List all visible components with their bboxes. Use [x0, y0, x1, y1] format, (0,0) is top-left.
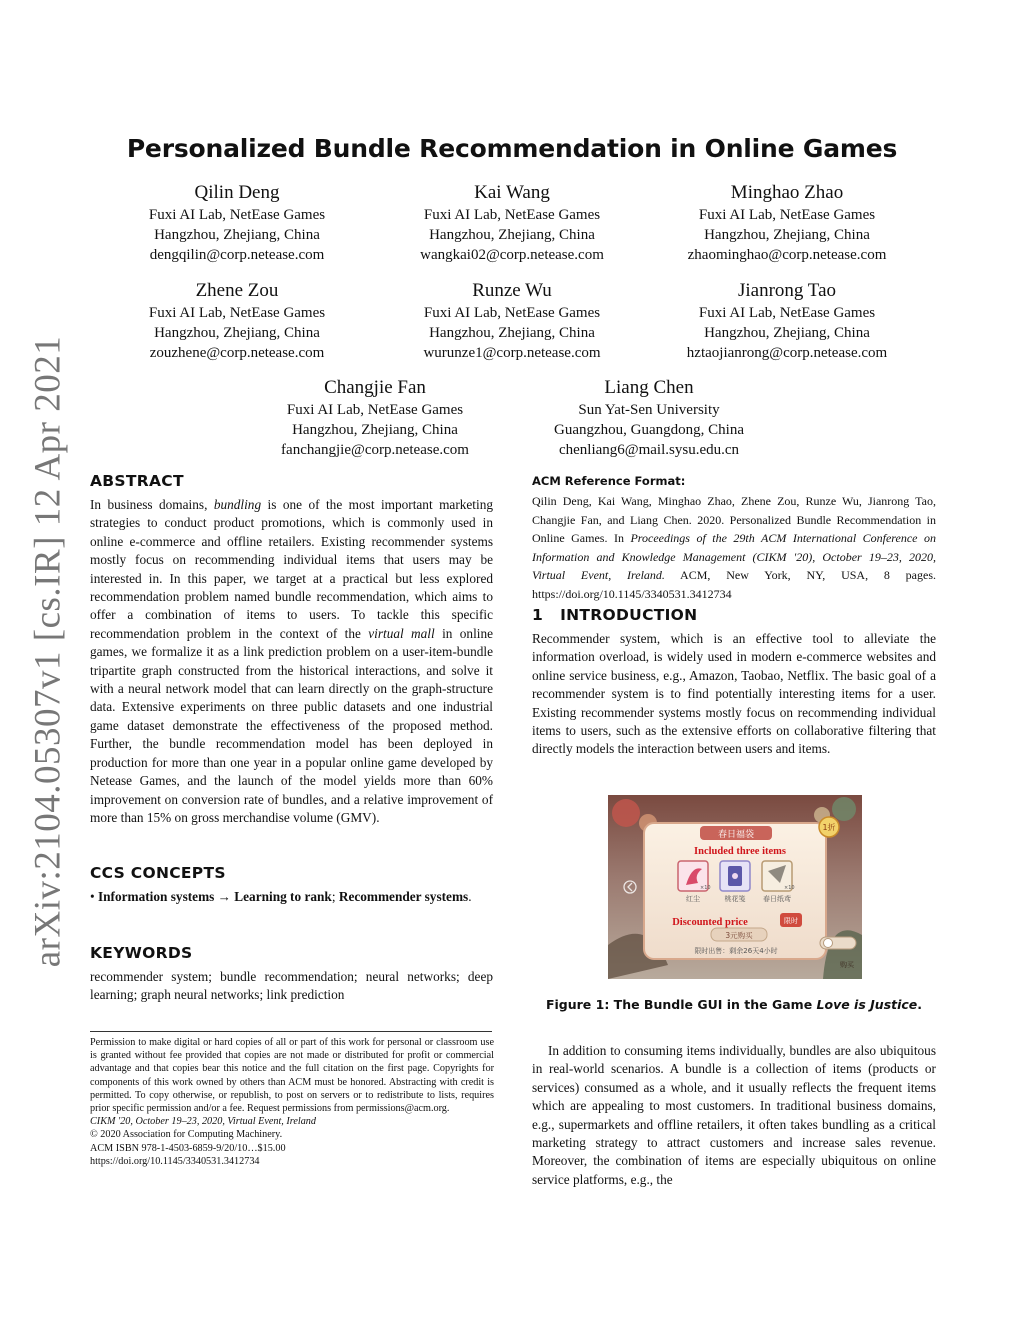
- abstract-text: In business domains, bundling is one of the most important marketing strategies to conduct product promotions, which is commonly used in online e-commerce and offline retailers. Existing recommender systems mostly focus on recommending individual items that users may be interested in. In this paper, we target at a practical but less explored recommendation problem named bundle recommendation, which aims to offer a combination of items to users. To tackle this specific recommendation problem in the context of the virtual mall in online games, we formalize it as a link prediction problem on a user-item-bundle tripartite graph constructed from the historical interactions, and solve it with a neural network model that can learn directly on the graph-structure data. Extensive experiments on three public datasets and one industrial game dataset demonstrate the effectiveness of the proposed method. Further, the bundle recommendation model has been deployed in production for more than one year in a popular online game developed by Netease Games, and the launch of the model yields more than 60% improvement on conversion rate of bundles, and a relative improvement of more than 15% on gross merchandise volume (GMV).: [90, 497, 494, 825]
- author-affiliation: Fuxi AI Lab, NetEase Games: [698, 305, 876, 321]
- author-block: [362, 181, 662, 265]
- ccs-heading: CCS CONCEPTS: [90, 864, 226, 882]
- author-affiliation: Fuxi AI Lab, NetEase Games: [286, 402, 464, 418]
- author-block: [87, 181, 387, 265]
- item-name: 桃花笺: [724, 895, 746, 903]
- author-affiliation: Fuxi AI Lab, NetEase Games: [423, 305, 601, 321]
- isbn-text: ACM ISBN 978-1-4503-6859-9/20/10…$15.00: [90, 1142, 286, 1154]
- author-block: [362, 279, 662, 363]
- author-email: zouzhene@corp.netease.com: [149, 345, 325, 361]
- author-location: Hangzhou, Zhejiang, China: [154, 325, 320, 341]
- bundle-banner-text: 春日福袋: [717, 830, 755, 840]
- item-name: 春日纸鸢: [763, 895, 791, 903]
- author-location: Hangzhou, Zhejiang, China: [704, 227, 870, 243]
- author-name: Runze Wu: [472, 280, 552, 301]
- author-location: Hangzhou, Zhejiang, China: [292, 422, 458, 438]
- author-affiliation: Fuxi AI Lab, NetEase Games: [148, 207, 326, 223]
- author-email: zhaominghao@corp.netease.com: [687, 247, 887, 263]
- figure-caption: Figure 1: The Bundle GUI in the Game Love is Justice.: [545, 997, 923, 1012]
- acm-reference-text: Qilin Deng, Kai Wang, Minghao Zhao, Zhene Zou, Runze Wu, Jianrong Tao, Changjie Fan, and Liang Chen. 2020. Personalized Bundle Recommendation in Online Games. In Proceedings of the 29th ACM International Conference on Information and Knowledge Management (CIKM '20), October 19–23, 2020, Virtual Event, Ireland. ACM, New York, NY, USA, 8 pages. https://doi.org/10.1145/3340531.3412734: [532, 494, 937, 601]
- author-affiliation: Fuxi AI Lab, NetEase Games: [423, 207, 601, 223]
- author-email: chenliang6@mail.sysu.edu.cn: [558, 442, 740, 458]
- decor-circle: [832, 797, 856, 821]
- author-block: [225, 376, 525, 460]
- discount-badge-text: 1折: [822, 823, 836, 832]
- permission-text: Permission to make digital or hard copies of all or part of this work for personal or classroom use is granted without fee provided that copies are not made or distributed for profit or commercial advantage and that copies bear this notice and the full citation on the first page. Copyrights for components of this work owned by others than ACM must be honored. Abstracting with credit is permitted. To copy otherwise, or republish, to post on servers or to redistribute to lists, requires prior specific permission and/or a fee. Request permissions from permissions@acm.org.: [90, 1037, 494, 1115]
- paper-title: Personalized Bundle Recommendation in Online Games: [126, 134, 898, 163]
- discounted-price-label: Discounted price: [672, 917, 748, 928]
- included-items-label: Included three items: [694, 846, 786, 857]
- time-limit-text: 限时出售：剩余26天4小时: [694, 947, 778, 955]
- doi-link[interactable]: https://doi.org/10.1145/3340531.3412734: [90, 1155, 260, 1167]
- buy-price-text: 3元购买: [725, 931, 753, 940]
- introduction-heading: 1 INTRODUCTION: [532, 606, 698, 624]
- venue-text: CIKM '20, October 19–23, 2020, Virtual Event, Ireland: [90, 1116, 316, 1128]
- author-name: Jianrong Tao: [737, 280, 837, 301]
- author-block: [499, 376, 799, 460]
- intro-paragraph-2: In addition to consuming items individually, bundles are also ubiquitous in real-world scenarios. A bundle is a collection of items (products or services) consumed as a whole, and it usually reflects the frequent items which are appealing to most customers. In traditional business domains, e.g., supermarkets and offline retailers, it often takes bundling as a critical marketing strategy to attract customers and increase sales revenue. Moreover, the combination of items are especially ubiquitous on online service platforms, e.g., the: [532, 1043, 936, 1187]
- author-location: Hangzhou, Zhejiang, China: [429, 227, 595, 243]
- author-name: Qilin Deng: [194, 182, 280, 203]
- intro-paragraph-1: Recommender system, which is an effective tool to alleviate the information overload, is widely used in modern e-commerce websites and online service business, e.g., Amazon, Taobao, Netflix. The basic goal of a recommender system is to find potentially interesting items for a user. Existing recommender systems mostly focus on recommending individual items to users, such as the extensive efforts on collaborative filtering that directly models the interaction between users and items.: [532, 631, 936, 757]
- decor-circle: [612, 799, 640, 827]
- author-email: wangkai02@corp.netease.com: [420, 247, 604, 263]
- author-affiliation: Fuxi AI Lab, NetEase Games: [148, 305, 326, 321]
- arxiv-stamp: arXiv:2104.05307v1 [cs.IR] 12 Apr 2021: [27, 335, 69, 967]
- author-block: [637, 279, 937, 363]
- footnote-divider: [90, 1031, 492, 1032]
- limited-tag-text: 限时: [784, 917, 798, 925]
- author-email: wurunze1@corp.netease.com: [423, 345, 601, 361]
- author-name: Changjie Fan: [324, 377, 426, 398]
- bundle-item-3: [762, 861, 795, 903]
- side-buy-label: 购买: [840, 961, 854, 969]
- item-count: ×10: [700, 885, 711, 891]
- author-block: [637, 181, 937, 265]
- author-email: dengqilin@corp.netease.com: [149, 247, 325, 263]
- abstract-heading: ABSTRACT: [90, 472, 184, 490]
- author-name: Minghao Zhao: [730, 182, 844, 203]
- author-location: Guangzhou, Guangdong, China: [554, 422, 744, 438]
- item-name: 红尘: [686, 895, 700, 903]
- author-email: hztaojianrong@corp.netease.com: [686, 345, 888, 361]
- author-location: Hangzhou, Zhejiang, China: [154, 227, 320, 243]
- keywords-text: recommender system; bundle recommendation; neural networks; deep learning; graph neural networks; link prediction: [90, 969, 493, 1003]
- author-name: Zhene Zou: [195, 280, 279, 301]
- author-name: Liang Chen: [604, 377, 694, 398]
- author-affiliation: Fuxi AI Lab, NetEase Games: [698, 207, 876, 223]
- author-location: Hangzhou, Zhejiang, China: [429, 325, 595, 341]
- acm-reference-heading: ACM Reference Format:: [532, 474, 686, 488]
- copyright-text: © 2020 Association for Computing Machinery.: [90, 1129, 283, 1141]
- toggle-knob: [824, 939, 833, 948]
- keywords-heading: KEYWORDS: [90, 944, 193, 962]
- permission-footnote: [90, 1036, 494, 1168]
- bundle-gui-illustration: [608, 795, 862, 979]
- author-email: fanchangjie@corp.netease.com: [281, 442, 469, 458]
- author-block: [87, 279, 387, 363]
- item-count: ×10: [784, 885, 795, 891]
- ccs-concepts: • Information systems → Learning to rank; Recommender systems.: [90, 889, 472, 904]
- author-name: Kai Wang: [474, 182, 550, 203]
- author-affiliation: Sun Yat-Sen University: [578, 402, 720, 418]
- bundle-gui-figure: [608, 795, 862, 979]
- author-location: Hangzhou, Zhejiang, China: [704, 325, 870, 341]
